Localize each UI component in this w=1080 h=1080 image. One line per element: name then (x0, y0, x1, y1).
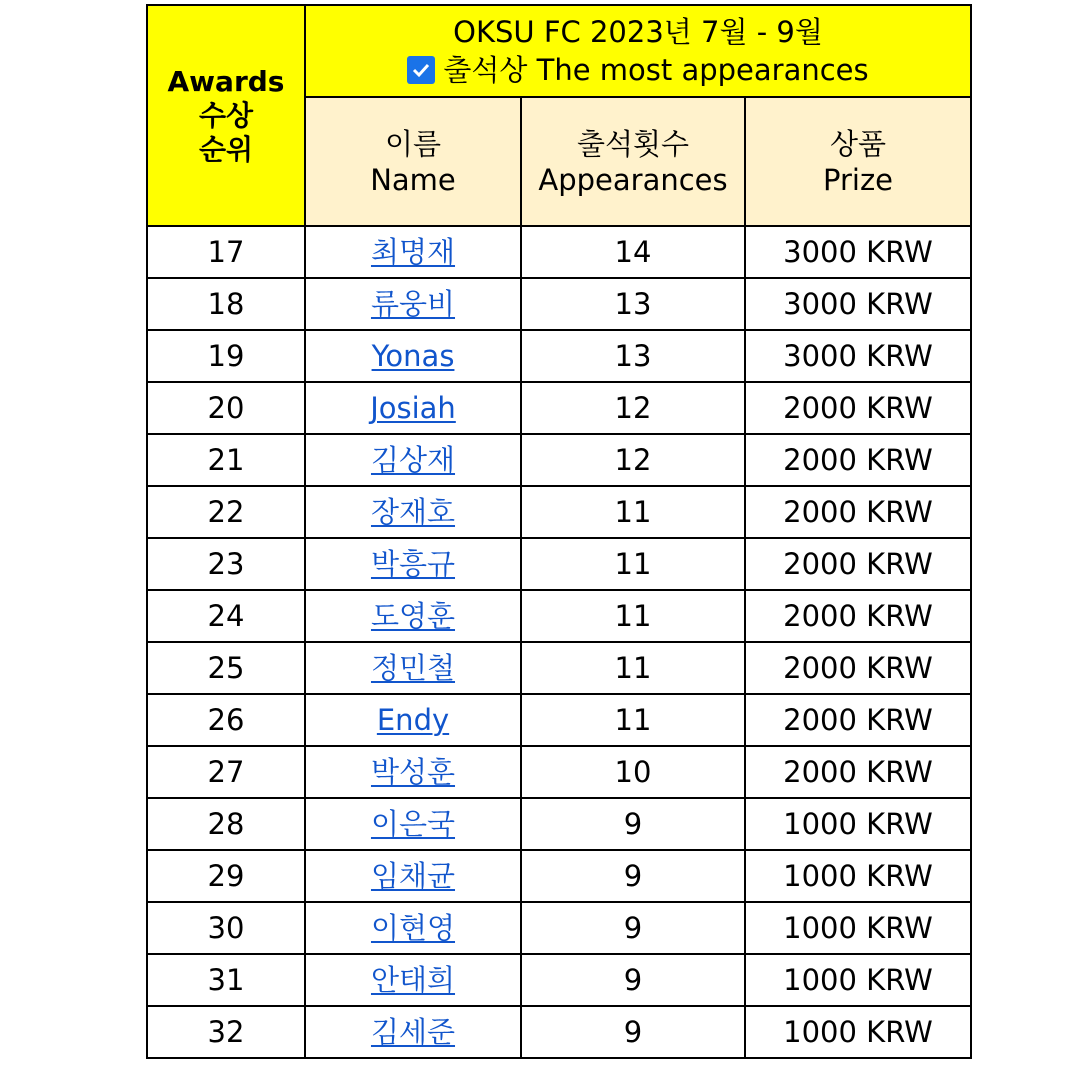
appearances-value-cell (521, 486, 745, 538)
appearances-value: 12 (614, 443, 652, 477)
name-header-en: Name (370, 162, 456, 197)
rank-header-en: Awards (167, 64, 285, 98)
player-name-link[interactable]: 류웅비 (370, 287, 456, 321)
player-name-link[interactable]: Endy (376, 703, 450, 737)
player-name-link-cell (305, 486, 521, 538)
rank-value-cell (147, 798, 305, 850)
player-name-link[interactable]: 장재호 (370, 495, 456, 529)
prize-value: 2000 KRW (783, 651, 933, 685)
rank-value: 28 (207, 807, 245, 841)
rank-value-cell (147, 954, 305, 1006)
prize-value-cell (745, 902, 971, 954)
rank-value: 31 (207, 963, 245, 997)
prize-value-cell (745, 954, 971, 1006)
appearances-value: 11 (614, 495, 652, 529)
prize-value: 2000 KRW (783, 443, 933, 477)
rank-value-cell (147, 590, 305, 642)
rank-value-cell (147, 382, 305, 434)
player-name-link[interactable]: 박흥규 (370, 547, 456, 581)
rank-value: 24 (207, 599, 245, 633)
table-row (147, 538, 971, 590)
appearances-column-header (521, 97, 745, 226)
rank-header-ko-1: 수상 (198, 98, 254, 132)
player-name-link-cell (305, 382, 521, 434)
table-row (147, 278, 971, 330)
appearances-value-cell (521, 590, 745, 642)
prize-value-cell (745, 642, 971, 694)
prize-value-cell (745, 486, 971, 538)
player-name-link[interactable]: 안태희 (370, 963, 456, 997)
prize-value-cell (745, 278, 971, 330)
rank-value: 17 (207, 235, 245, 269)
appearances-value-cell (521, 1006, 745, 1058)
table-row (147, 694, 971, 746)
prize-value: 3000 KRW (783, 235, 933, 269)
title-cell (305, 5, 971, 97)
prize-value: 2000 KRW (783, 495, 933, 529)
checkbox-checked-icon[interactable] (407, 56, 435, 84)
prize-value: 2000 KRW (783, 703, 933, 737)
rank-value-cell (147, 1006, 305, 1058)
table-row (147, 798, 971, 850)
player-name-link[interactable]: 이현영 (370, 911, 456, 945)
player-name-link-cell (305, 590, 521, 642)
prize-header-en: Prize (822, 162, 894, 197)
table-body (147, 226, 971, 1058)
appearances-value-cell (521, 798, 745, 850)
player-name-link-cell (305, 798, 521, 850)
appearances-value: 11 (614, 599, 652, 633)
prize-value-cell (745, 382, 971, 434)
appearances-value-cell (521, 850, 745, 902)
appearances-value-cell (521, 642, 745, 694)
prize-value: 1000 KRW (783, 807, 933, 841)
prize-value: 3000 KRW (783, 287, 933, 321)
rank-value-cell (147, 278, 305, 330)
appearances-value-cell (521, 382, 745, 434)
table-row (147, 590, 971, 642)
appearances-value-cell (521, 746, 745, 798)
player-name-link-cell (305, 902, 521, 954)
rank-value-cell (147, 486, 305, 538)
prize-value: 2000 KRW (783, 755, 933, 789)
rank-value-cell (147, 538, 305, 590)
rank-value-cell (147, 642, 305, 694)
rank-value: 19 (207, 339, 245, 373)
prize-value-cell (745, 1006, 971, 1058)
player-name-link-cell (305, 642, 521, 694)
appearances-value: 12 (614, 391, 652, 425)
appearances-value-cell (521, 694, 745, 746)
appearances-value: 9 (623, 807, 643, 841)
prize-value: 1000 KRW (783, 859, 933, 893)
prize-value: 2000 KRW (783, 391, 933, 425)
prize-value: 1000 KRW (783, 911, 933, 945)
rank-value-cell (147, 850, 305, 902)
appearances-value-cell (521, 902, 745, 954)
appearances-value-cell (521, 226, 745, 278)
player-name-link[interactable]: 임채균 (370, 859, 456, 893)
rank-value: 25 (207, 651, 245, 685)
appearances-value-cell (521, 330, 745, 382)
rank-value: 26 (207, 703, 245, 737)
page-title: OKSU FC 2023년 7월 - 9월 (453, 15, 823, 49)
player-name-link[interactable]: Josiah (370, 391, 456, 425)
player-name-link[interactable]: 이은국 (370, 807, 456, 841)
appearances-value-cell (521, 954, 745, 1006)
table-row (147, 330, 971, 382)
rank-column-header (147, 5, 305, 226)
prize-value: 3000 KRW (783, 339, 933, 373)
prize-value-cell (745, 798, 971, 850)
appearances-value-cell (521, 278, 745, 330)
player-name-link[interactable]: 도영훈 (370, 599, 456, 633)
appearances-value: 14 (614, 235, 652, 269)
player-name-link[interactable]: 김상재 (370, 443, 456, 477)
player-name-link-cell (305, 278, 521, 330)
rank-value: 29 (207, 859, 245, 893)
appearances-value: 9 (623, 963, 643, 997)
prize-value-cell (745, 694, 971, 746)
table-row (147, 902, 971, 954)
rank-value: 22 (207, 495, 245, 529)
appearances-header-ko: 출석횟수 (576, 126, 690, 161)
rank-value: 18 (207, 287, 245, 321)
prize-column-header (745, 97, 971, 226)
prize-value: 1000 KRW (783, 1015, 933, 1049)
player-name-link-cell (305, 694, 521, 746)
player-name-link[interactable]: 정민철 (370, 651, 456, 685)
prize-value-cell (745, 226, 971, 278)
player-name-link-cell (305, 330, 521, 382)
player-name-link-cell (305, 746, 521, 798)
appearances-value: 9 (623, 859, 643, 893)
rank-value: 30 (207, 911, 245, 945)
prize-value-cell (745, 330, 971, 382)
player-name-link-cell (305, 954, 521, 1006)
award-subtitle: 출석상 The most appearances (443, 53, 869, 87)
rank-value-cell (147, 226, 305, 278)
subtitle-line (306, 51, 970, 89)
rank-value: 20 (207, 391, 245, 425)
rank-value-cell (147, 694, 305, 746)
table-row (147, 954, 971, 1006)
player-name-link[interactable]: 최명재 (370, 235, 456, 269)
rank-value-cell (147, 434, 305, 486)
table-row (147, 1006, 971, 1058)
player-name-link-cell (305, 1006, 521, 1058)
rank-value-cell (147, 330, 305, 382)
player-name-link[interactable]: 박성훈 (370, 755, 456, 789)
name-header-ko: 이름 (384, 126, 442, 161)
table-row (147, 486, 971, 538)
table-row (147, 434, 971, 486)
appearances-value: 13 (614, 339, 652, 373)
player-name-link[interactable]: Yonas (371, 339, 455, 373)
prize-value: 1000 KRW (783, 963, 933, 997)
prize-value: 2000 KRW (783, 547, 933, 581)
player-name-link-cell (305, 434, 521, 486)
appearances-value-cell (521, 538, 745, 590)
appearances-value: 10 (614, 755, 652, 789)
prize-value: 2000 KRW (783, 599, 933, 633)
appearances-value: 13 (614, 287, 652, 321)
rank-value-cell (147, 746, 305, 798)
prize-value-cell (745, 538, 971, 590)
table-row (147, 226, 971, 278)
prize-header-ko: 상품 (829, 126, 887, 161)
player-name-link[interactable]: 김세준 (370, 1015, 456, 1049)
prize-value-cell (745, 746, 971, 798)
table-row (147, 746, 971, 798)
prize-value-cell (745, 590, 971, 642)
rank-value: 32 (207, 1015, 245, 1049)
player-name-link-cell (305, 538, 521, 590)
appearances-value-cell (521, 434, 745, 486)
appearances-value: 11 (614, 547, 652, 581)
rank-value: 27 (207, 755, 245, 789)
rank-value: 21 (207, 443, 245, 477)
appearances-value: 9 (623, 911, 643, 945)
rank-header-ko-2: 순위 (198, 132, 254, 166)
rank-value-cell (147, 902, 305, 954)
appearances-value: 11 (614, 651, 652, 685)
player-name-link-cell (305, 226, 521, 278)
rank-value: 23 (207, 547, 245, 581)
appearances-header-en: Appearances (538, 162, 728, 197)
awards-table (146, 4, 972, 1059)
table-row (147, 382, 971, 434)
prize-value-cell (745, 850, 971, 902)
appearances-value: 11 (614, 703, 652, 737)
name-column-header (305, 97, 521, 226)
prize-value-cell (745, 434, 971, 486)
table-row (147, 642, 971, 694)
player-name-link-cell (305, 850, 521, 902)
table-row (147, 850, 971, 902)
appearances-value: 9 (623, 1015, 643, 1049)
